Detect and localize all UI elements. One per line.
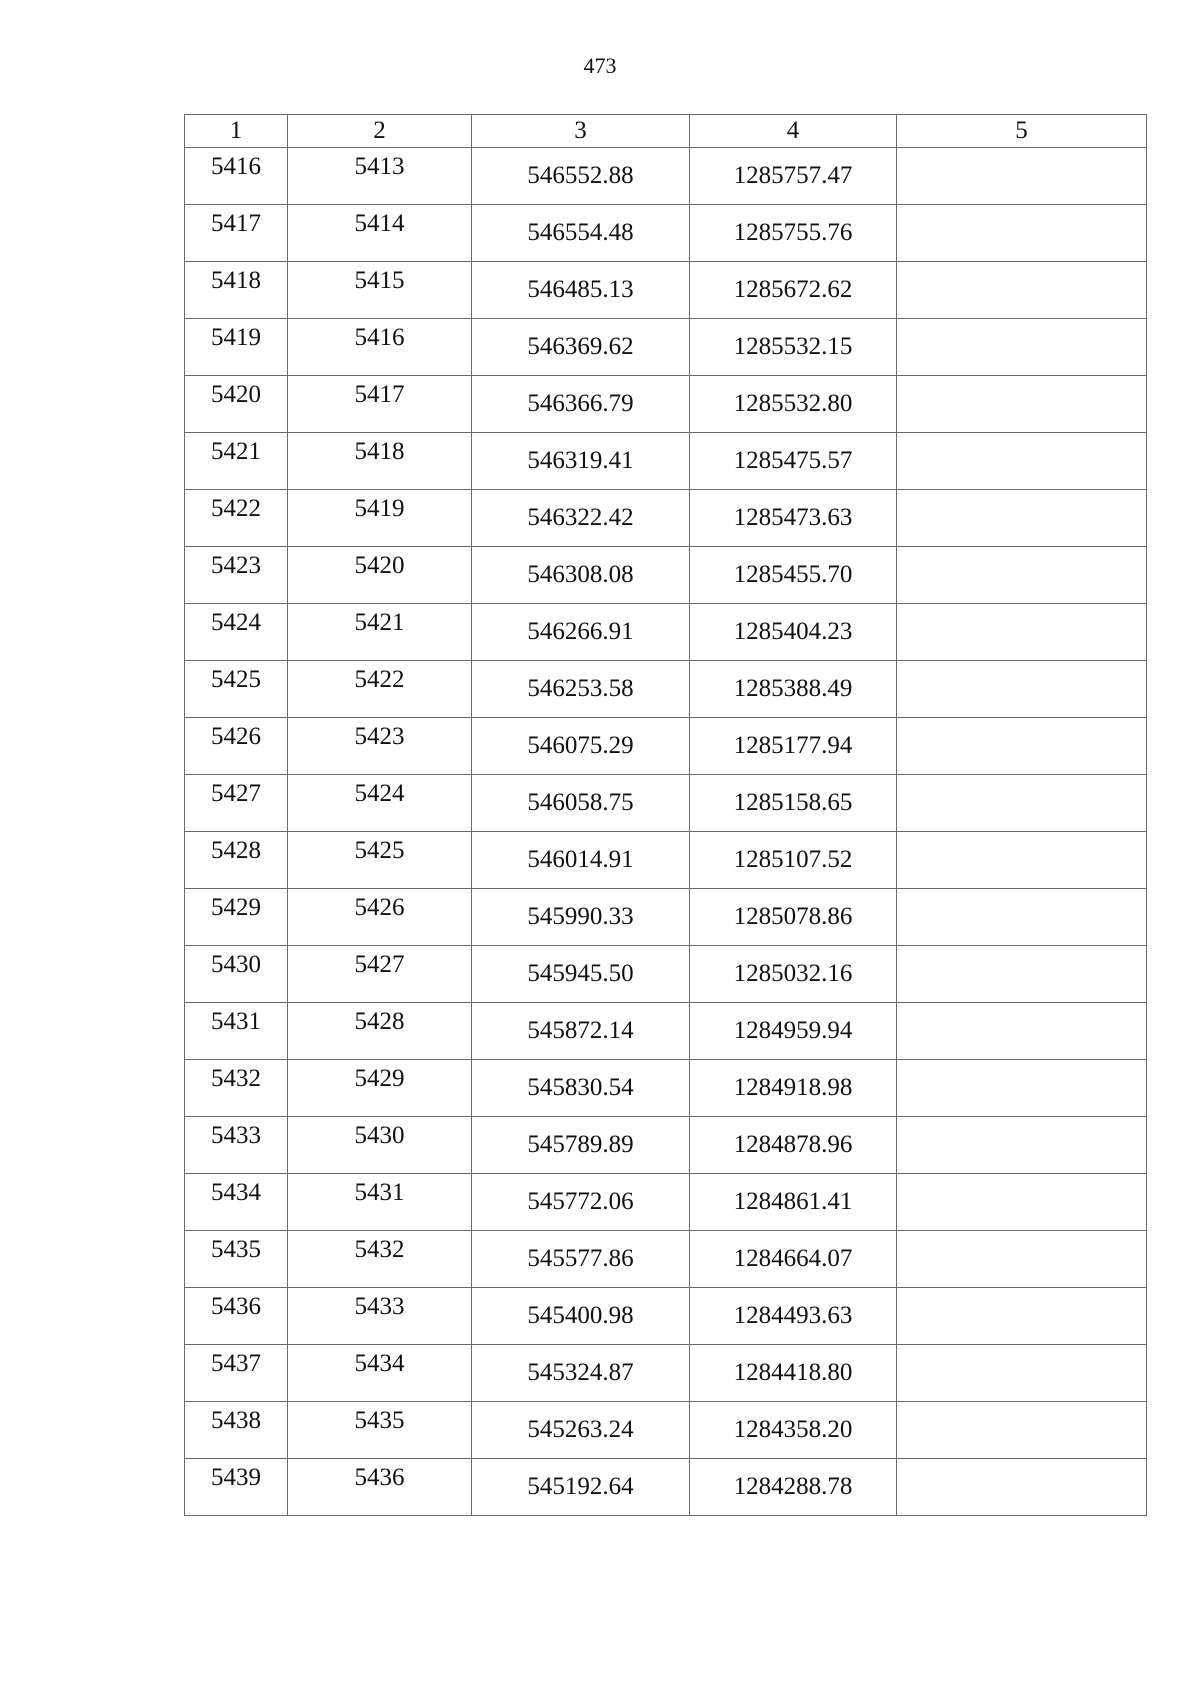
cell-value: 1285107.52 xyxy=(733,846,853,873)
table-cell-col3 xyxy=(472,1003,690,1060)
cell-value: 1285455.70 xyxy=(733,561,853,588)
table-row xyxy=(185,718,1147,775)
table-row xyxy=(185,1231,1147,1288)
table-cell-col2 xyxy=(288,1345,472,1402)
table-cell-col5 xyxy=(897,1288,1147,1345)
table-cell-col3 xyxy=(472,490,690,547)
table-cell-col3 xyxy=(472,604,690,661)
cell-value: 546266.91 xyxy=(527,618,634,645)
cell-value: 546075.29 xyxy=(527,732,634,759)
table-cell-col5 xyxy=(897,1174,1147,1231)
table-cell-col1 xyxy=(185,1117,288,1174)
cell-value: 545830.54 xyxy=(527,1074,634,1101)
table-cell-col3 xyxy=(472,946,690,1003)
table-cell-col4 xyxy=(690,1174,897,1231)
cell-value: 545263.24 xyxy=(527,1416,634,1443)
cell-value: 545772.06 xyxy=(527,1188,634,1215)
cell-value: 5422 xyxy=(354,666,405,693)
table-cell-col1 xyxy=(185,889,288,946)
table-cell-col4 xyxy=(690,604,897,661)
table-cell-col2 xyxy=(288,775,472,832)
cell-value: 546322.42 xyxy=(527,504,634,531)
header-row xyxy=(185,115,1147,148)
cell-value: 545400.98 xyxy=(527,1302,634,1329)
table-cell-col5 xyxy=(897,661,1147,718)
cell-value: 1285475.57 xyxy=(733,447,853,474)
table-cell-col1 xyxy=(185,1174,288,1231)
cell-value: 5427 xyxy=(211,780,261,807)
table-cell-col4 xyxy=(690,889,897,946)
table-cell-col4 xyxy=(690,1288,897,1345)
table-row xyxy=(185,832,1147,889)
table-cell-col3 xyxy=(472,1117,690,1174)
cell-value: 1285532.15 xyxy=(733,333,853,360)
table-cell-col2 xyxy=(288,1003,472,1060)
table-cell-col5 xyxy=(897,1345,1147,1402)
cell-value: 5416 xyxy=(354,324,405,351)
table-cell-col5 xyxy=(897,547,1147,604)
cell-value: 1284418.80 xyxy=(733,1359,853,1386)
cell-value: 5434 xyxy=(354,1350,405,1377)
table-cell-col4 xyxy=(690,319,897,376)
cell-value: 546369.62 xyxy=(527,333,634,360)
table-cell-col4 xyxy=(690,1459,897,1516)
table-cell-col1 xyxy=(185,490,288,547)
cell-value: 5425 xyxy=(211,666,261,693)
table-cell-col1 xyxy=(185,661,288,718)
table-cell-col2 xyxy=(288,889,472,946)
cell-value: 545324.87 xyxy=(527,1359,634,1386)
cell-value: 545192.64 xyxy=(527,1473,634,1500)
table-cell-col1 xyxy=(185,262,288,319)
cell-value: 5431 xyxy=(211,1008,261,1035)
cell-value: 1284878.96 xyxy=(733,1131,853,1158)
table-cell-col5 xyxy=(897,148,1147,205)
cell-value: 5424 xyxy=(211,609,261,636)
cell-value: 5416 xyxy=(211,153,261,180)
table-row xyxy=(185,1117,1147,1174)
table-cell-col3 xyxy=(472,1231,690,1288)
table-row xyxy=(185,946,1147,1003)
table-row xyxy=(185,148,1147,205)
cell-value: 5422 xyxy=(211,495,261,522)
cell-value: 5436 xyxy=(211,1293,261,1320)
column-header-5: 5 xyxy=(897,115,1147,148)
table-cell-col3 xyxy=(472,205,690,262)
cell-value: 1284664.07 xyxy=(733,1245,853,1272)
cell-value: 5421 xyxy=(211,438,261,465)
table-cell-col3 xyxy=(472,1402,690,1459)
cell-value: 5426 xyxy=(211,723,261,750)
table-row xyxy=(185,1345,1147,1402)
table-cell-col1 xyxy=(185,1345,288,1402)
table-cell-col3 xyxy=(472,433,690,490)
table-cell-col5 xyxy=(897,718,1147,775)
table-cell-col4 xyxy=(690,547,897,604)
table-cell-col5 xyxy=(897,1231,1147,1288)
table-cell-col2 xyxy=(288,490,472,547)
table-cell-col5 xyxy=(897,205,1147,262)
cell-value: 5433 xyxy=(354,1293,405,1320)
table-cell-col5 xyxy=(897,319,1147,376)
table-cell-col4 xyxy=(690,1003,897,1060)
table-cell-col3 xyxy=(472,661,690,718)
cell-value: 5418 xyxy=(211,267,261,294)
cell-value: 5423 xyxy=(211,552,261,579)
table-cell-col5 xyxy=(897,490,1147,547)
table-cell-col4 xyxy=(690,1402,897,1459)
table-cell-col5 xyxy=(897,1060,1147,1117)
table-cell-col1 xyxy=(185,1402,288,1459)
cell-value: 1285032.16 xyxy=(733,960,853,987)
table-row xyxy=(185,604,1147,661)
table-cell-col1 xyxy=(185,1459,288,1516)
cell-value: 5417 xyxy=(354,381,405,408)
cell-value: 5415 xyxy=(354,267,405,294)
table-cell-col4 xyxy=(690,433,897,490)
column-header-2: 2 xyxy=(288,115,472,148)
table-cell-col4 xyxy=(690,205,897,262)
cell-value: 5426 xyxy=(354,894,405,921)
table-cell-col2 xyxy=(288,718,472,775)
cell-value: 1285388.49 xyxy=(733,675,853,702)
coordinates-table xyxy=(184,114,1147,1516)
cell-value: 1285473.63 xyxy=(733,504,853,531)
table-cell-col1 xyxy=(185,547,288,604)
table-body xyxy=(185,148,1147,1516)
cell-value: 1284918.98 xyxy=(733,1074,853,1101)
table-cell-col1 xyxy=(185,718,288,775)
table-cell-col2 xyxy=(288,205,472,262)
table-row xyxy=(185,433,1147,490)
table-cell-col3 xyxy=(472,1345,690,1402)
cell-value: 546253.58 xyxy=(527,675,634,702)
cell-value: 5429 xyxy=(211,894,261,921)
table-cell-col3 xyxy=(472,1060,690,1117)
table-cell-col5 xyxy=(897,262,1147,319)
cell-value: 5435 xyxy=(211,1236,261,1263)
table-cell-col5 xyxy=(897,1459,1147,1516)
table-cell-col5 xyxy=(897,832,1147,889)
cell-value: 5424 xyxy=(354,780,405,807)
column-header-3: 3 xyxy=(472,115,690,148)
cell-value: 1284288.78 xyxy=(733,1473,853,1500)
table-cell-col1 xyxy=(185,832,288,889)
table-cell-col1 xyxy=(185,148,288,205)
cell-value: 5427 xyxy=(354,951,405,978)
table-cell-col5 xyxy=(897,1402,1147,1459)
table-cell-col4 xyxy=(690,718,897,775)
table-cell-col5 xyxy=(897,1117,1147,1174)
table-cell-col3 xyxy=(472,376,690,433)
table-cell-col3 xyxy=(472,889,690,946)
table-cell-col4 xyxy=(690,946,897,1003)
cell-value: 5429 xyxy=(354,1065,405,1092)
cell-value: 546319.41 xyxy=(527,447,634,474)
cell-value: 546554.48 xyxy=(527,219,634,246)
cell-value: 5430 xyxy=(354,1122,405,1149)
table-cell-col2 xyxy=(288,433,472,490)
table-row xyxy=(185,547,1147,604)
table-cell-col4 xyxy=(690,1060,897,1117)
table-cell-col2 xyxy=(288,1117,472,1174)
cell-value: 5414 xyxy=(354,210,405,237)
table-cell-col5 xyxy=(897,946,1147,1003)
cell-value: 5417 xyxy=(211,210,261,237)
table-row xyxy=(185,319,1147,376)
table-row xyxy=(185,661,1147,718)
table-cell-col4 xyxy=(690,376,897,433)
table-header xyxy=(185,115,1147,148)
cell-value: 5428 xyxy=(354,1008,405,1035)
cell-value: 1285532.80 xyxy=(733,390,853,417)
table-cell-col4 xyxy=(690,661,897,718)
table-cell-col2 xyxy=(288,604,472,661)
table-cell-col5 xyxy=(897,775,1147,832)
table-cell-col4 xyxy=(690,490,897,547)
table-cell-col2 xyxy=(288,262,472,319)
table-cell-col1 xyxy=(185,1003,288,1060)
table-cell-col4 xyxy=(690,262,897,319)
table-cell-col3 xyxy=(472,1459,690,1516)
table-cell-col4 xyxy=(690,1345,897,1402)
table-cell-col2 xyxy=(288,832,472,889)
cell-value: 5413 xyxy=(354,153,405,180)
cell-value: 1285755.76 xyxy=(733,219,853,246)
cell-value: 5419 xyxy=(211,324,261,351)
cell-value: 546308.08 xyxy=(527,561,634,588)
table-cell-col5 xyxy=(897,604,1147,661)
cell-value: 546058.75 xyxy=(527,789,634,816)
table-cell-col4 xyxy=(690,1117,897,1174)
cell-value: 5420 xyxy=(211,381,261,408)
table-cell-col1 xyxy=(185,1288,288,1345)
table-cell-col1 xyxy=(185,205,288,262)
cell-value: 546552.88 xyxy=(527,162,634,189)
table-cell-col2 xyxy=(288,319,472,376)
table-cell-col2 xyxy=(288,376,472,433)
cell-value: 5418 xyxy=(354,438,405,465)
cell-value: 1285177.94 xyxy=(733,732,853,759)
table-cell-col2 xyxy=(288,1060,472,1117)
table-row xyxy=(185,1060,1147,1117)
cell-value: 5437 xyxy=(211,1350,261,1377)
cell-value: 545577.86 xyxy=(527,1245,634,1272)
cell-value: 5432 xyxy=(211,1065,261,1092)
table-cell-col1 xyxy=(185,1231,288,1288)
cell-value: 546485.13 xyxy=(527,276,634,303)
cell-value: 1285404.23 xyxy=(733,618,853,645)
table-row xyxy=(185,262,1147,319)
cell-value: 1285078.86 xyxy=(733,903,853,930)
table-cell-col5 xyxy=(897,889,1147,946)
table-row xyxy=(185,1288,1147,1345)
cell-value: 1285672.62 xyxy=(733,276,853,303)
table-cell-col1 xyxy=(185,433,288,490)
table-row xyxy=(185,1003,1147,1060)
cell-value: 1284959.94 xyxy=(733,1017,853,1044)
cell-value: 546366.79 xyxy=(527,390,634,417)
table-cell-col1 xyxy=(185,376,288,433)
cell-value: 5438 xyxy=(211,1407,261,1434)
cell-value: 5423 xyxy=(354,723,405,750)
table-cell-col2 xyxy=(288,547,472,604)
table-cell-col1 xyxy=(185,1060,288,1117)
table-row xyxy=(185,205,1147,262)
table-cell-col1 xyxy=(185,604,288,661)
table-cell-col1 xyxy=(185,946,288,1003)
table-cell-col2 xyxy=(288,1459,472,1516)
column-header-4: 4 xyxy=(690,115,897,148)
table-cell-col3 xyxy=(472,832,690,889)
cell-value: 5436 xyxy=(354,1464,405,1491)
table-cell-col2 xyxy=(288,661,472,718)
table-cell-col4 xyxy=(690,775,897,832)
table-cell-col1 xyxy=(185,319,288,376)
cell-value: 1285757.47 xyxy=(733,162,853,189)
table-cell-col2 xyxy=(288,1231,472,1288)
cell-value: 5420 xyxy=(354,552,405,579)
table-cell-col3 xyxy=(472,1174,690,1231)
cell-value: 545945.50 xyxy=(527,960,634,987)
cell-value: 546014.91 xyxy=(527,846,634,873)
cell-value: 5421 xyxy=(354,609,405,636)
cell-value: 5431 xyxy=(354,1179,405,1206)
table-row xyxy=(185,1174,1147,1231)
table-cell-col2 xyxy=(288,946,472,1003)
cell-value: 1284493.63 xyxy=(733,1302,853,1329)
table-row xyxy=(185,889,1147,946)
cell-value: 5439 xyxy=(211,1464,261,1491)
table-cell-col3 xyxy=(472,262,690,319)
table-cell-col4 xyxy=(690,1231,897,1288)
cell-value: 5428 xyxy=(211,837,261,864)
table-cell-col4 xyxy=(690,148,897,205)
cell-value: 5419 xyxy=(354,495,405,522)
table-cell-col3 xyxy=(472,547,690,604)
cell-value: 1285158.65 xyxy=(733,789,853,816)
table-row xyxy=(185,1402,1147,1459)
cell-value: 5434 xyxy=(211,1179,261,1206)
table-cell-col5 xyxy=(897,1003,1147,1060)
table-cell-col1 xyxy=(185,775,288,832)
cell-value: 1284358.20 xyxy=(733,1416,853,1443)
page-number: 473 xyxy=(583,53,617,78)
cell-value: 5430 xyxy=(211,951,261,978)
table-cell-col2 xyxy=(288,1288,472,1345)
table-row xyxy=(185,490,1147,547)
cell-value: 545872.14 xyxy=(527,1017,634,1044)
cell-value: 5425 xyxy=(354,837,405,864)
table-cell-col2 xyxy=(288,1402,472,1459)
cell-value: 5435 xyxy=(354,1407,405,1434)
table-row xyxy=(185,376,1147,433)
table-cell-col5 xyxy=(897,376,1147,433)
table-cell-col3 xyxy=(472,775,690,832)
cell-value: 1284861.41 xyxy=(733,1188,853,1215)
cell-value: 545990.33 xyxy=(527,903,634,930)
table-row xyxy=(185,1459,1147,1516)
cell-value: 5432 xyxy=(354,1236,405,1263)
table-cell-col2 xyxy=(288,1174,472,1231)
table-row xyxy=(185,775,1147,832)
table-cell-col2 xyxy=(288,148,472,205)
table-cell-col3 xyxy=(472,148,690,205)
cell-value: 5433 xyxy=(211,1122,261,1149)
table-cell-col3 xyxy=(472,1288,690,1345)
table-cell-col3 xyxy=(472,718,690,775)
column-header-1: 1 xyxy=(185,115,288,148)
table-cell-col5 xyxy=(897,433,1147,490)
cell-value: 545789.89 xyxy=(527,1131,634,1158)
table-cell-col4 xyxy=(690,832,897,889)
table-cell-col3 xyxy=(472,319,690,376)
